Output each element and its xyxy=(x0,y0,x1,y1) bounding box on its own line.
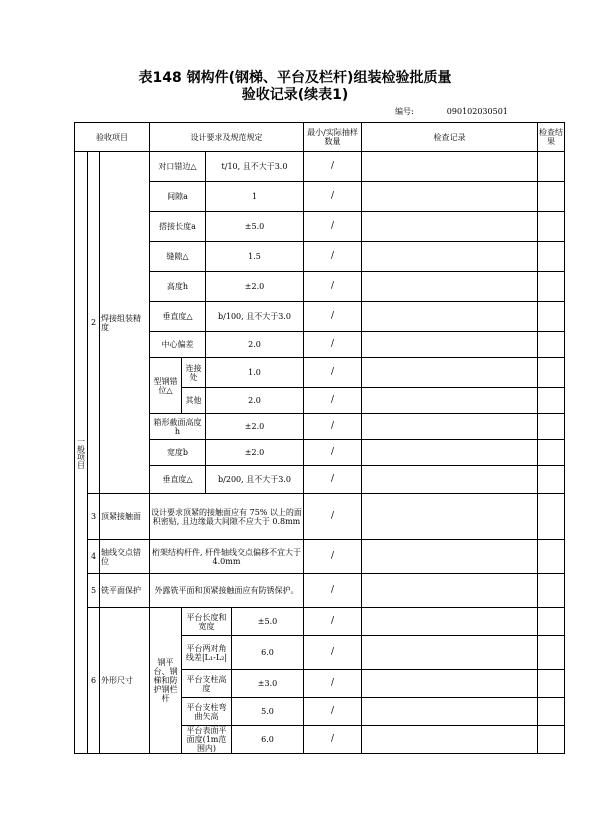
form-code xyxy=(395,106,508,117)
row-count: / xyxy=(304,414,362,440)
item6-name: 外形尺寸 xyxy=(100,608,150,754)
row-count: / xyxy=(304,698,362,726)
item6-sub: 钢平台、钢梯和防护钢栏杆 xyxy=(150,608,182,754)
row-result[interactable] xyxy=(538,152,565,182)
row-record[interactable] xyxy=(362,466,538,494)
header-row xyxy=(75,123,565,152)
group2-name: 焊接组装精度 xyxy=(100,152,150,494)
row-result[interactable] xyxy=(538,440,565,466)
row-value: 6.0 xyxy=(232,726,304,754)
header-item: 验收项目 xyxy=(75,123,150,152)
row-record[interactable] xyxy=(362,152,538,182)
row-count: / xyxy=(304,388,362,414)
steel-group: 型钢错位△ xyxy=(150,358,182,414)
row-result[interactable] xyxy=(538,414,565,440)
row-result[interactable] xyxy=(538,242,565,272)
table-row xyxy=(75,152,565,182)
row-count: / xyxy=(304,152,362,182)
row-value: ±2.0 xyxy=(206,414,304,440)
row-value: 2.0 xyxy=(206,332,304,358)
row-count: / xyxy=(304,540,362,574)
row-count: / xyxy=(304,302,362,332)
row-label: 连接处 xyxy=(182,358,206,388)
row-count: / xyxy=(304,608,362,636)
row-count: / xyxy=(304,726,362,754)
section-general: 一般项目 xyxy=(75,152,88,754)
code-value: 090102030501 xyxy=(446,107,508,116)
row-label: 缝隙△ xyxy=(150,242,206,272)
row-result[interactable] xyxy=(538,272,565,302)
row-record[interactable] xyxy=(362,388,538,414)
row-value: b/200, 且不大于3.0 xyxy=(206,466,304,494)
row-value: 5.0 xyxy=(232,698,304,726)
row-value: 1.5 xyxy=(206,242,304,272)
row-label: 箱形截面高度h xyxy=(150,414,206,440)
table-row xyxy=(75,494,565,540)
row-result[interactable] xyxy=(538,212,565,242)
header-record: 检查记录 xyxy=(362,123,538,152)
header-count: 最小/实际抽样数量 xyxy=(304,123,362,152)
row-label: 平台长度和宽度 xyxy=(182,608,232,636)
row-label: 其他 xyxy=(182,388,206,414)
item3-name: 顶紧接触面 xyxy=(100,494,150,540)
item4-name: 轴线交点错位 xyxy=(100,540,150,574)
row-count: / xyxy=(304,212,362,242)
row-record[interactable] xyxy=(362,358,538,388)
page-title: 表148 钢构件(钢梯、平台及栏杆)组装检验批质量 xyxy=(138,70,452,86)
row-result[interactable] xyxy=(538,670,565,698)
row-label: 对口错边△ xyxy=(150,152,206,182)
row-result[interactable] xyxy=(538,540,565,574)
row-result[interactable] xyxy=(538,332,565,358)
row-label: 垂直度△ xyxy=(150,466,206,494)
row-label: 间隙a xyxy=(150,182,206,212)
row-record[interactable] xyxy=(362,540,538,574)
inspection-table xyxy=(74,122,565,754)
row-result[interactable] xyxy=(538,636,565,670)
row-count: / xyxy=(304,440,362,466)
row-record[interactable] xyxy=(362,494,538,540)
row-label: 平台支柱高度 xyxy=(182,670,232,698)
row-result[interactable] xyxy=(538,726,565,754)
row-record[interactable] xyxy=(362,636,538,670)
row-record[interactable] xyxy=(362,414,538,440)
item6-num: 6 xyxy=(88,608,100,754)
row-label: 平台表面平面度(1m范围内) xyxy=(182,726,232,754)
row-count: / xyxy=(304,182,362,212)
table-row xyxy=(75,574,565,608)
row-result[interactable] xyxy=(538,358,565,388)
row-count: / xyxy=(304,242,362,272)
row-record[interactable] xyxy=(362,574,538,608)
row-count: / xyxy=(304,332,362,358)
item5-name: 铣平面保护 xyxy=(100,574,150,608)
item3-text: 设计要求顶紧的接触面应有 75% 以上的面积密贴, 且边缘最大间隙不应大于 0.8mm xyxy=(150,494,304,540)
row-count: / xyxy=(304,466,362,494)
row-record[interactable] xyxy=(362,332,538,358)
item5-num: 5 xyxy=(88,574,100,608)
row-value: 1.0 xyxy=(206,358,304,388)
row-value: b/100, 且不大于3.0 xyxy=(206,302,304,332)
row-value: ±5.0 xyxy=(206,212,304,242)
row-value: ±2.0 xyxy=(206,440,304,466)
row-result[interactable] xyxy=(538,302,565,332)
row-result[interactable] xyxy=(538,574,565,608)
row-record[interactable] xyxy=(362,212,538,242)
row-record[interactable] xyxy=(362,726,538,754)
row-result[interactable] xyxy=(538,182,565,212)
row-value: 6.0 xyxy=(232,636,304,670)
row-result[interactable] xyxy=(538,698,565,726)
row-value: 2.0 xyxy=(206,388,304,414)
row-record[interactable] xyxy=(362,302,538,332)
row-count: / xyxy=(304,636,362,670)
row-label: 平台两对角线差|L₁-L₂| xyxy=(182,636,232,670)
row-value: t/10, 且不大于3.0 xyxy=(206,152,304,182)
row-record[interactable] xyxy=(362,608,538,636)
row-value: ±2.0 xyxy=(206,272,304,302)
row-label: 垂直度△ xyxy=(150,302,206,332)
header-result: 检查结果 xyxy=(538,123,565,152)
row-label: 平台支柱弯曲矢高 xyxy=(182,698,232,726)
header-design: 设计要求及规范规定 xyxy=(150,123,304,152)
row-record[interactable] xyxy=(362,440,538,466)
row-count: / xyxy=(304,358,362,388)
row-value: ±5.0 xyxy=(232,608,304,636)
row-value: ±3.0 xyxy=(232,670,304,698)
row-result[interactable] xyxy=(538,466,565,494)
row-record[interactable] xyxy=(362,242,538,272)
code-label: 编号: xyxy=(395,107,414,116)
group2-num: 2 xyxy=(88,152,100,494)
row-record[interactable] xyxy=(362,272,538,302)
row-result[interactable] xyxy=(538,494,565,540)
row-result[interactable] xyxy=(538,388,565,414)
row-label: 搭接长度a xyxy=(150,212,206,242)
row-count: / xyxy=(304,494,362,540)
row-label: 宽度b xyxy=(150,440,206,466)
row-record[interactable] xyxy=(362,670,538,698)
table-row xyxy=(75,608,565,636)
page-subtitle: 验收记录(续表1) xyxy=(241,87,349,103)
table-row xyxy=(75,540,565,574)
item5-text: 外露铣平面和顶紧接触面应有防锈保护。 xyxy=(150,574,304,608)
item4-text: 桁架结构杆件, 杆件轴线交点偏移不宜大于 4.0mm xyxy=(150,540,304,574)
row-count: / xyxy=(304,670,362,698)
row-record[interactable] xyxy=(362,698,538,726)
row-record[interactable] xyxy=(362,182,538,212)
row-value: 1 xyxy=(206,182,304,212)
row-count: / xyxy=(304,272,362,302)
row-result[interactable] xyxy=(538,608,565,636)
item3-num: 3 xyxy=(88,494,100,540)
row-label: 高度h xyxy=(150,272,206,302)
row-count: / xyxy=(304,574,362,608)
row-label: 中心偏差 xyxy=(150,332,206,358)
item4-num: 4 xyxy=(88,540,100,574)
